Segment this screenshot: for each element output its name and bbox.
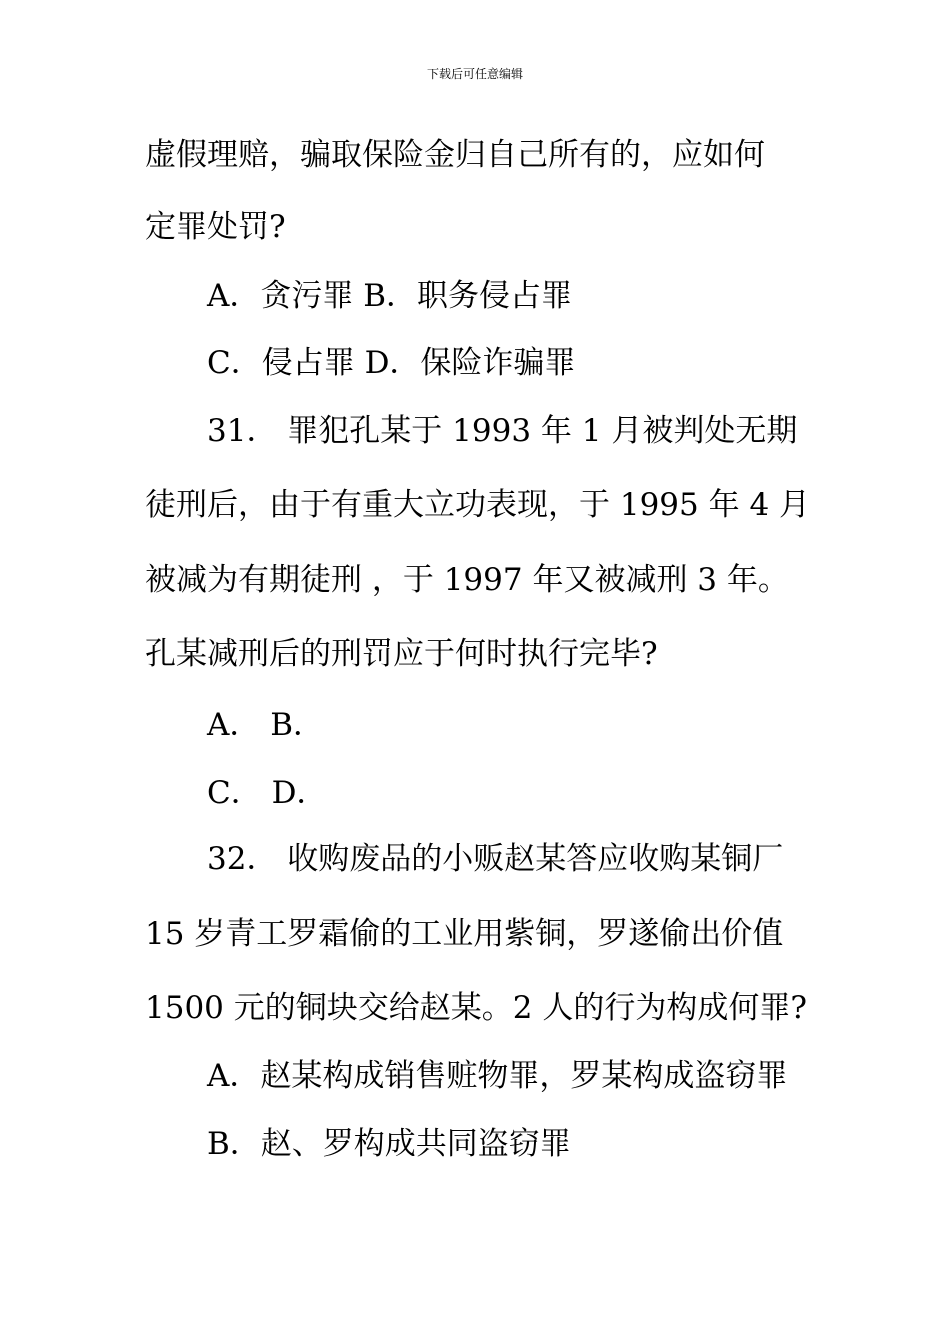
question-31-options-c-d: C． D．	[207, 775, 328, 811]
question-32-option-b: B．赵、罗构成共同盗窃罪	[207, 1126, 571, 1162]
question-32-text-line-3: 1500 元的铜块交给赵某。2 人的行为构成何罪?	[145, 990, 807, 1026]
page-header: 下载后可任意编辑	[426, 67, 523, 81]
question-32-text-line-2: 15 岁青工罗霜偷的工业用紫铜，罗遂偷出价值	[145, 916, 784, 952]
question-31-text-line-3: 被减为有期徒刑 ，于 1997 年又被减刑 3 年。	[145, 562, 789, 598]
question-31-text-line-2: 徒刑后，由于有重大立功表现，于 1995 年 4 月	[145, 487, 811, 523]
question-30-text-line-2: 定罪处罚?	[145, 209, 286, 245]
question-30-options-c-d: C．侵占罪 D．保险诈骗罪	[207, 345, 576, 381]
question-32-option-a: A．赵某构成销售赃物罪，罗某构成盗窃罪	[207, 1058, 788, 1094]
question-30-options-a-b: A．贪污罪 B．职务侵占罪	[207, 278, 573, 314]
question-31-options-a-b: A． B．	[207, 707, 325, 743]
question-30-text-line-1: 虚假理赔，骗取保险金归自己所有的，应如何	[145, 137, 765, 173]
question-31-text-line-4: 孔某减刑后的刑罚应于何时执行完毕?	[145, 636, 658, 672]
question-32-text-line-1: 32． 收购废品的小贩赵某答应收购某铜厂	[207, 841, 784, 877]
question-31-text-line-1: 31． 罪犯孔某于 1993 年 1 月被判处无期	[207, 413, 798, 449]
